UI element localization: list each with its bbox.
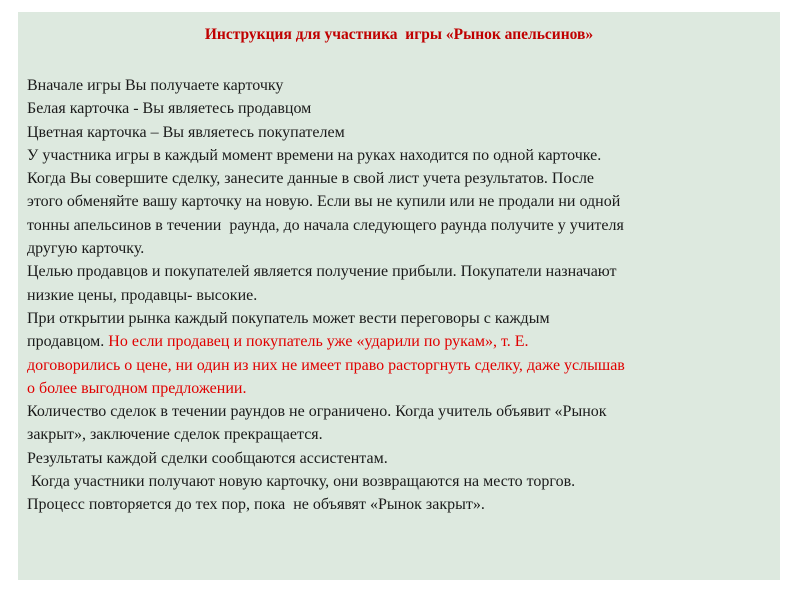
instruction-line: Белая карточка - Вы являетесь продавцом <box>27 100 312 118</box>
instruction-line: этого обменяйте вашу карточку на новую. Если вы не купили или не продали ни одной <box>27 193 621 211</box>
highlighted-warning-line: договорились о цене, ни один из них не имеет право расторгнуть сделку, даже услышав <box>27 356 625 374</box>
document-title: Инструкция для участника игры «Рынок апельсинов» <box>204 26 594 43</box>
instruction-line: Результаты каждой сделки сообщаются ассистентам. <box>27 449 388 467</box>
instruction-line: Когда Вы совершите сделку, занесите данные в свой лист учета результатов. После <box>27 170 595 188</box>
instruction-line-mixed <box>27 330 777 353</box>
instruction-line: Процесс повторяется до тех пор, пока не объявят «Рынок закрыт». <box>27 496 485 514</box>
instruction-line: другую карточку. <box>27 240 145 258</box>
instruction-line: низкие цены, продавцы- высокие. <box>27 286 258 304</box>
instruction-line: тонны апельсинов в течении раунда, до начала следующего раунда получите у учителя <box>27 216 624 234</box>
instruction-line: Целью продавцов и покупателей является получение прибыли. Покупатели назначают <box>27 263 617 281</box>
instruction-line: закрыт», заключение сделок прекращается. <box>27 426 323 444</box>
instruction-line: Количество сделок в течении раундов не ограничено. Когда учитель объявит «Рынок <box>27 403 607 421</box>
instruction-line: Цветная карточка – Вы являетесь покупателем <box>27 123 345 141</box>
highlighted-warning: Но если продавец и покупатель уже «ударили по рукам», т. Е. <box>108 333 529 351</box>
instruction-line: Когда участники получают новую карточку, они возвращаются на место торгов. <box>27 473 576 491</box>
slide-background <box>18 12 780 580</box>
instruction-line: При открытии рынка каждый покупатель может вести переговоры с каждым <box>27 309 550 327</box>
instruction-line: У участника игры в каждый момент времени на руках находится по одной карточке. <box>27 146 602 164</box>
instruction-body <box>27 74 777 517</box>
highlighted-warning-line: о более выгодном предложении. <box>27 379 247 397</box>
instruction-line: Вначале игры Вы получаете карточку <box>27 77 284 94</box>
instruction-text: продавцом. <box>27 333 109 351</box>
